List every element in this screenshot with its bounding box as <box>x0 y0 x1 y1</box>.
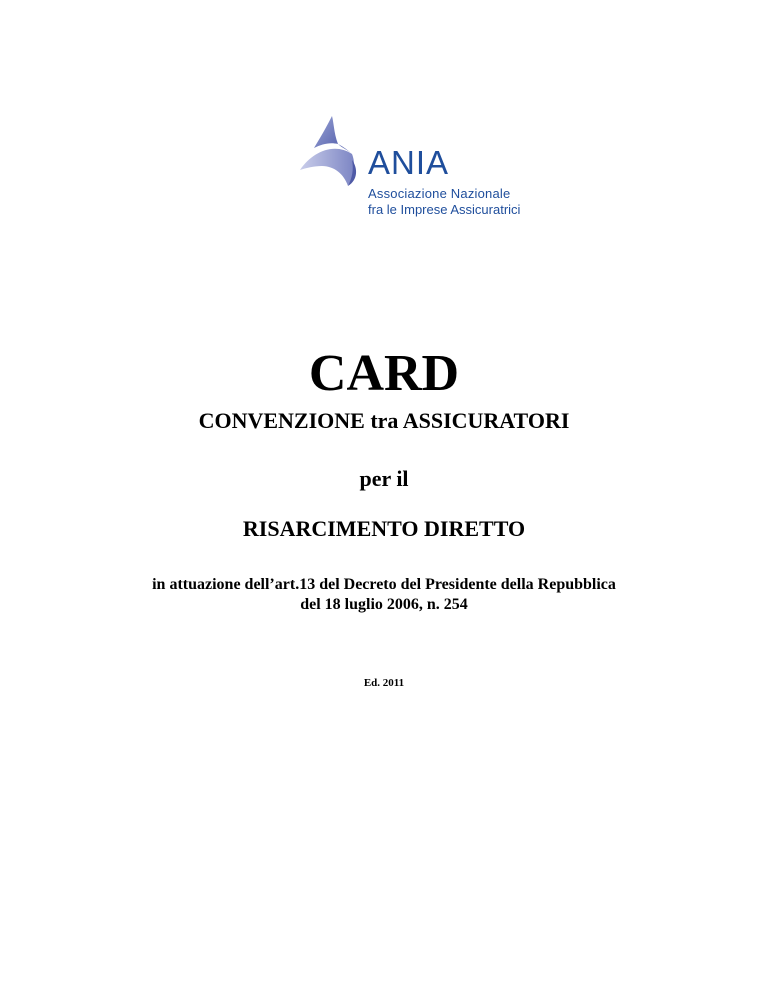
attuazione-text <box>0 575 768 615</box>
document-subtitle: CONVENZIONE tra ASSICURATORI <box>198 408 570 433</box>
logo-subtitle-line1: Associazione Nazionale <box>368 186 511 201</box>
per-il-text: per il <box>359 466 409 491</box>
risarcimento-heading: RISARCIMENTO DIRETTO <box>242 516 526 541</box>
document-title: CARD <box>308 345 460 402</box>
attuazione-line2: del 18 luglio 2006, n. 254 <box>300 596 468 613</box>
logo-subtitle-line2: fra le Imprese Assicuratrici <box>368 202 521 217</box>
edition-label: Ed. 2011 <box>363 677 405 689</box>
attuazione-line1: in attuazione dell’art.13 del Decreto del Presidente della Repubblica <box>152 576 616 593</box>
ribbon-logo-icon <box>294 114 366 194</box>
ania-logo <box>294 114 521 220</box>
logo-wordmark: ANIA <box>368 144 450 181</box>
